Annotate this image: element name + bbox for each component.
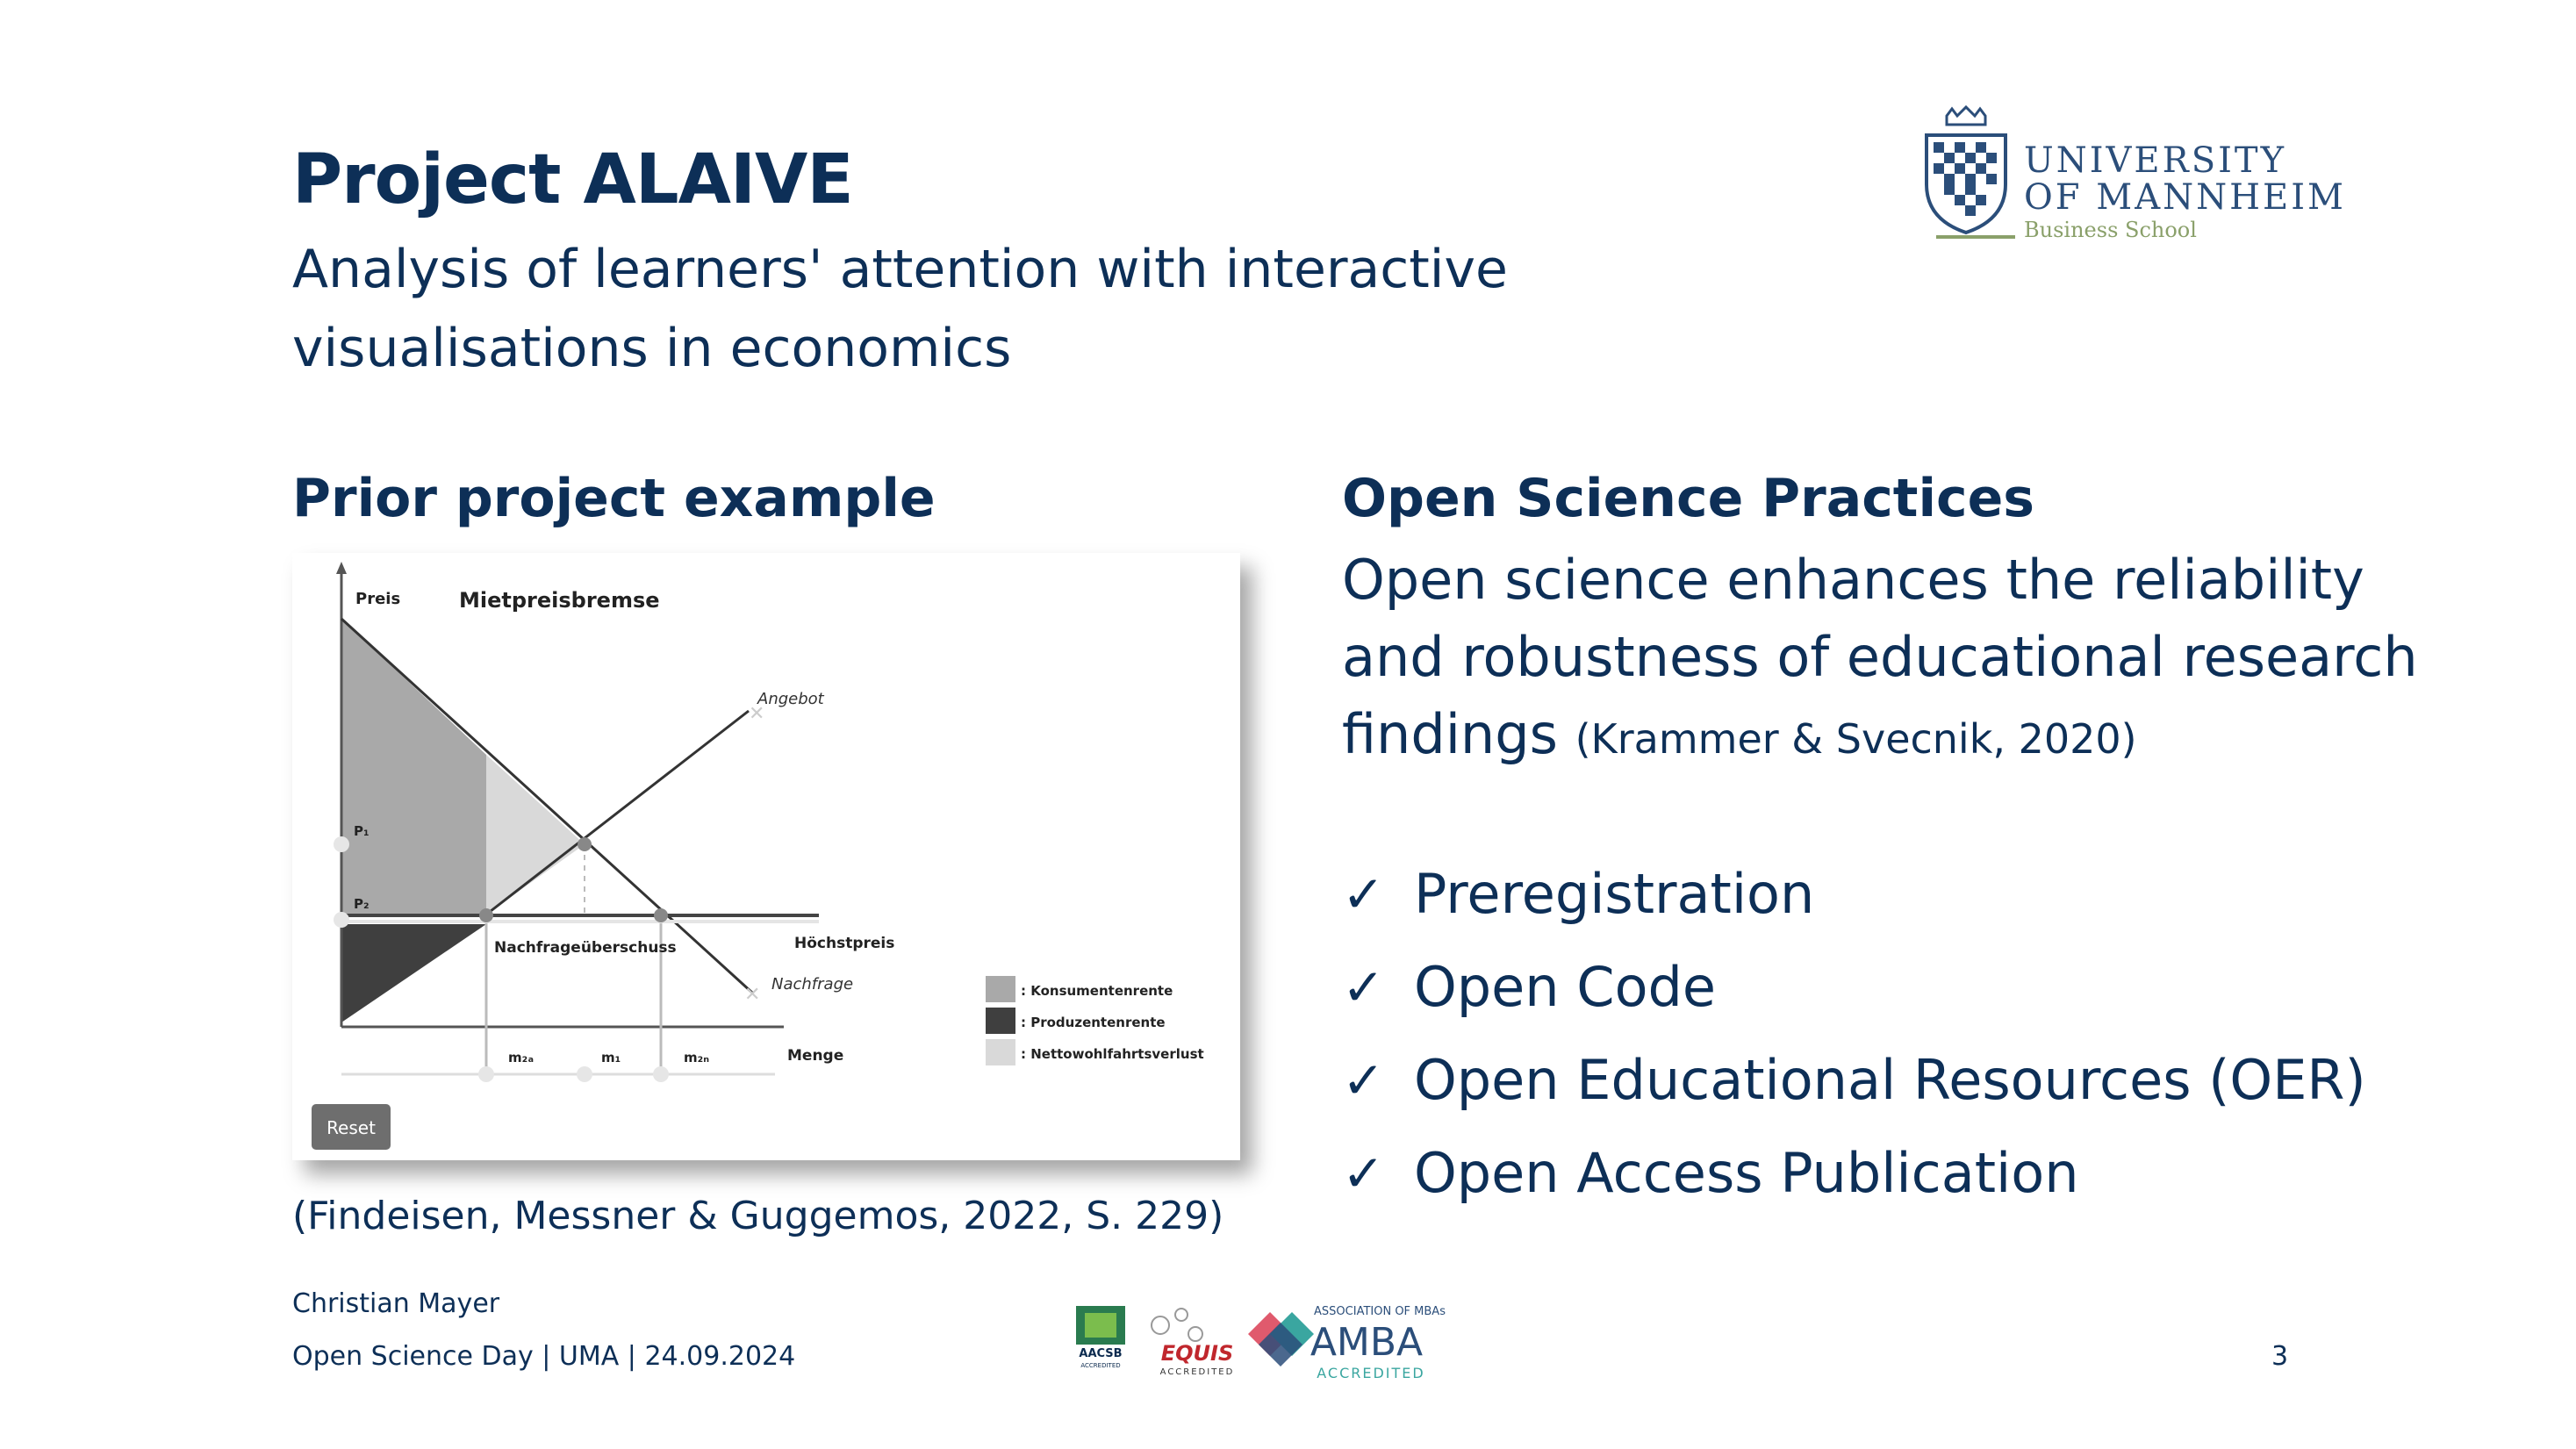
checklist-item — [1342, 1127, 2366, 1220]
checklist-item — [1342, 1034, 2366, 1127]
logo-divider — [1936, 235, 2015, 239]
p2-label: P₂ — [354, 896, 370, 912]
page-number: 3 — [2271, 1341, 2289, 1372]
ceiling-supply-point[interactable] — [479, 908, 493, 922]
x-axis-label: Menge — [787, 1047, 844, 1065]
accreditation-badges — [1073, 1299, 1529, 1387]
amba-association-text: ASSOCIATION OF MBAs — [1314, 1305, 1446, 1318]
m2a-handle[interactable] — [478, 1066, 494, 1082]
footer-event: Open Science Day | UMA | 24.09.2024 — [292, 1341, 796, 1372]
checkmark-icon: ✓ — [1342, 1051, 1385, 1110]
equis-logo — [1152, 1309, 1234, 1377]
excess-demand-label: Nachfrageüberschuss — [494, 939, 677, 957]
checkmark-icon: ✓ — [1342, 864, 1385, 924]
university-logo — [1913, 105, 2387, 255]
legend-label-deadweight: : Nettowohlfahrtsverlust — [1021, 1046, 1204, 1062]
m2n-label: m₂ₙ — [684, 1050, 710, 1065]
checklist-label: Preregistration — [1414, 862, 1815, 926]
amba-subtext: ACCREDITED — [1317, 1365, 1425, 1381]
legend-swatch-deadweight — [986, 1039, 1015, 1065]
supply-end-marker: ✕ — [749, 703, 765, 725]
intro-citation: (Krammer & Svecnik, 2020) — [1575, 715, 2137, 763]
legend-swatch-consumer — [986, 976, 1015, 1002]
y-axis-label: Preis — [355, 590, 401, 608]
reset-button[interactable] — [312, 1104, 391, 1150]
logo-line-1: UNIVERSITY — [2024, 140, 2287, 181]
checklist-label: Open Access Publication — [1414, 1141, 2079, 1205]
left-heading: Prior project example — [292, 468, 936, 529]
amba-text: AMBA — [1310, 1320, 1424, 1365]
checkmark-icon: ✓ — [1342, 958, 1385, 1017]
slide-subtitle: Analysis of learners' attention with interactive visualisations in economics — [292, 239, 1508, 379]
aacsb-logo — [1076, 1306, 1125, 1369]
logo-line-2: OF MANNHEIM — [2024, 177, 2346, 218]
p1-handle[interactable] — [334, 836, 349, 852]
m1-handle[interactable] — [577, 1066, 592, 1082]
accreditation-logos — [1073, 1299, 1529, 1387]
figure-title: Mietpreisbremse — [459, 588, 660, 613]
supply-label: Angebot — [757, 690, 824, 708]
amba-logo — [1248, 1305, 1446, 1381]
legend-label-consumer: : Konsumentenrente — [1021, 983, 1173, 999]
checklist-item — [1342, 941, 2366, 1034]
right-heading: Open Science Practices — [1342, 468, 2034, 529]
m1-label: m₁ — [601, 1050, 621, 1065]
equilibrium-point[interactable] — [578, 837, 592, 851]
supply-demand-diagram — [292, 553, 1240, 1160]
checkmark-icon: ✓ — [1342, 1144, 1385, 1203]
intro-text: Open science enhances the reliability and robustness of educational research findings — [1342, 548, 2418, 766]
open-science-intro — [1342, 542, 2483, 778]
logo-line-3: Business School — [2024, 218, 2197, 242]
slide-title: Project ALAIVE — [292, 140, 853, 219]
legend-label-producer: : Produzentenrente — [1021, 1015, 1166, 1030]
m2a-label: m₂ₐ — [508, 1050, 535, 1065]
equis-text: EQUIS — [1160, 1341, 1234, 1366]
checklist-item — [1342, 848, 2366, 941]
checklist-label: Open Educational Resources (OER) — [1414, 1048, 2366, 1112]
reset-button-label: Reset — [326, 1117, 376, 1138]
price-ceiling-label: Höchstpreis — [794, 935, 895, 952]
p1-label: P₁ — [354, 823, 370, 839]
m2n-handle[interactable] — [653, 1066, 669, 1082]
aacsb-subtext: ACCREDITED — [1080, 1362, 1121, 1369]
p2-handle[interactable] — [334, 912, 349, 928]
legend-swatch-producer — [986, 1008, 1015, 1034]
aacsb-text: AACSB — [1079, 1347, 1123, 1360]
economics-figure — [292, 553, 1240, 1160]
footer-author: Christian Mayer — [292, 1288, 500, 1319]
demand-label: Nachfrage — [771, 975, 854, 993]
practice-checklist — [1342, 848, 2366, 1220]
ceiling-demand-point[interactable] — [654, 908, 668, 922]
demand-end-marker: ✕ — [744, 984, 761, 1006]
equis-subtext: ACCREDITED — [1159, 1367, 1235, 1377]
shield-icon — [1913, 105, 2019, 237]
figure-caption: (Findeisen, Messner & Guggemos, 2022, S. 229) — [292, 1194, 1224, 1238]
checklist-label: Open Code — [1414, 955, 1717, 1019]
